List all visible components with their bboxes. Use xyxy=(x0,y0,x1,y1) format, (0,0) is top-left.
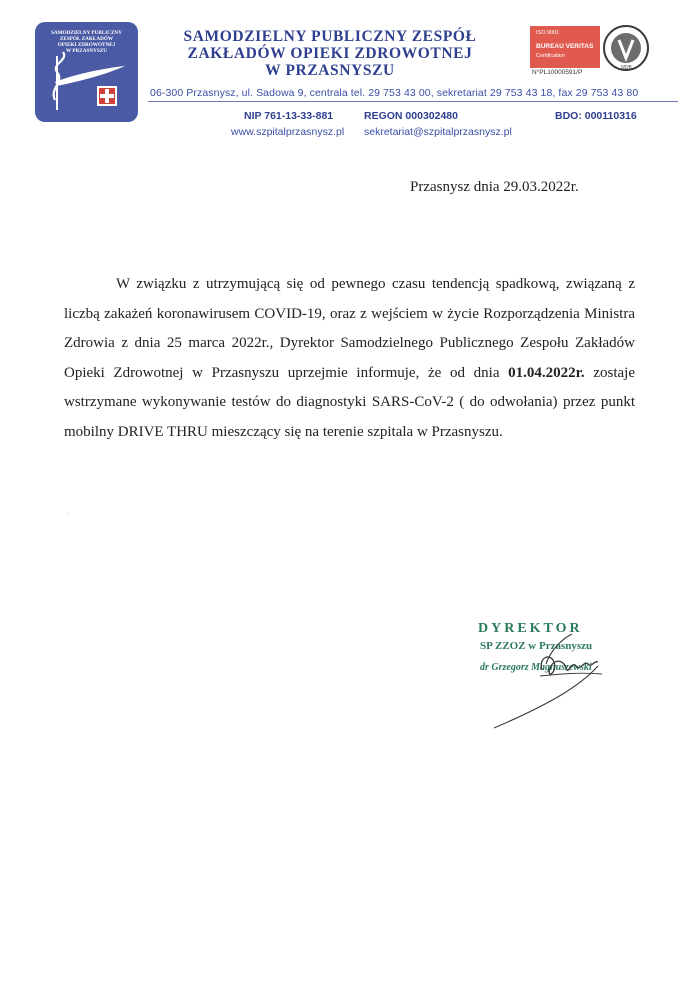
certification-box xyxy=(530,26,600,68)
letter-paragraph xyxy=(64,270,635,448)
header-divider xyxy=(148,101,678,102)
body-bold-date: 01.04.2022r. xyxy=(508,364,585,381)
body-text-1: W związku z utrzymującą się od pewnego czasu tendencją spadkową, związaną z liczbą zakażeń koronawirusem COVID-19, oraz z wejściem w życie Rozporządzenia Ministra Zdrowia z dnia 25 marca 2022r., Dyrektor Samodzielnego Publicznego Zespołu Zakładów Opieki Zdrowotnej w Przasnyszu uprzejmie informuje, że od dnia xyxy=(64,276,635,381)
regon: REGON 000302480 xyxy=(364,110,458,122)
address-line: 06-300 Przasnysz, ul. Sadowa 9, centrala tel. 29 753 43 00, sekretariat 29 753 43 18, fax 29 753 43 80 xyxy=(150,87,639,99)
hospital-logo xyxy=(35,22,138,122)
org-name-line-1: SAMODZIELNY PUBLICZNY ZESPÓŁ xyxy=(183,28,477,45)
nip: NIP 761-13-33-881 xyxy=(244,110,334,122)
cert-number: N°PL10000591/P xyxy=(532,69,583,76)
stamp-title: DYREKTOR xyxy=(478,621,583,636)
cert-label: Certification xyxy=(536,53,566,59)
website: www.szpitalprzasnysz.pl xyxy=(231,126,345,138)
email: sekretariat@szpitalprzasnysz.pl xyxy=(364,126,512,138)
letter-body xyxy=(64,270,635,448)
caduceus-icon xyxy=(35,22,138,122)
bdo: BDO: 000110316 xyxy=(555,110,637,122)
body-text-2: zostaje wstrzymane wykonywanie testów do diagnostyki SARS-CoV-2 ( do odwołania) przez punkt mobilny DRIVE THRU mieszczący się na terenie szpitala w Przasnyszu. xyxy=(64,364,636,440)
stamp-unit: SP ZZOZ w Przasnyszu xyxy=(480,640,593,652)
bleed-through-mark: · xyxy=(66,505,71,520)
signature xyxy=(480,630,620,730)
certification-badge xyxy=(530,26,668,74)
seal-year: 1828 xyxy=(620,65,632,71)
stamp-name: dr Grzegorz Magnuszewski xyxy=(480,662,592,673)
cert-body: BUREAU VERITAS xyxy=(536,43,594,50)
place-date: Przasnysz dnia 29.03.2022r. xyxy=(410,179,579,195)
organization-name xyxy=(150,28,510,79)
bureau-veritas-seal-icon xyxy=(602,24,650,72)
org-name-line-3: W PRZASNYSZU xyxy=(265,62,395,79)
logo-text: SAMODZIELNY PUBLICZNY ZESPÓŁ ZAKŁADÓW OPIEKI ZDROWOTNEJ W PRZASNYSZU xyxy=(51,30,122,54)
cert-iso: ISO 9001 xyxy=(536,30,560,36)
org-name-line-2: ZAKŁADÓW OPIEKI ZDROWOTNEJ xyxy=(187,45,473,62)
